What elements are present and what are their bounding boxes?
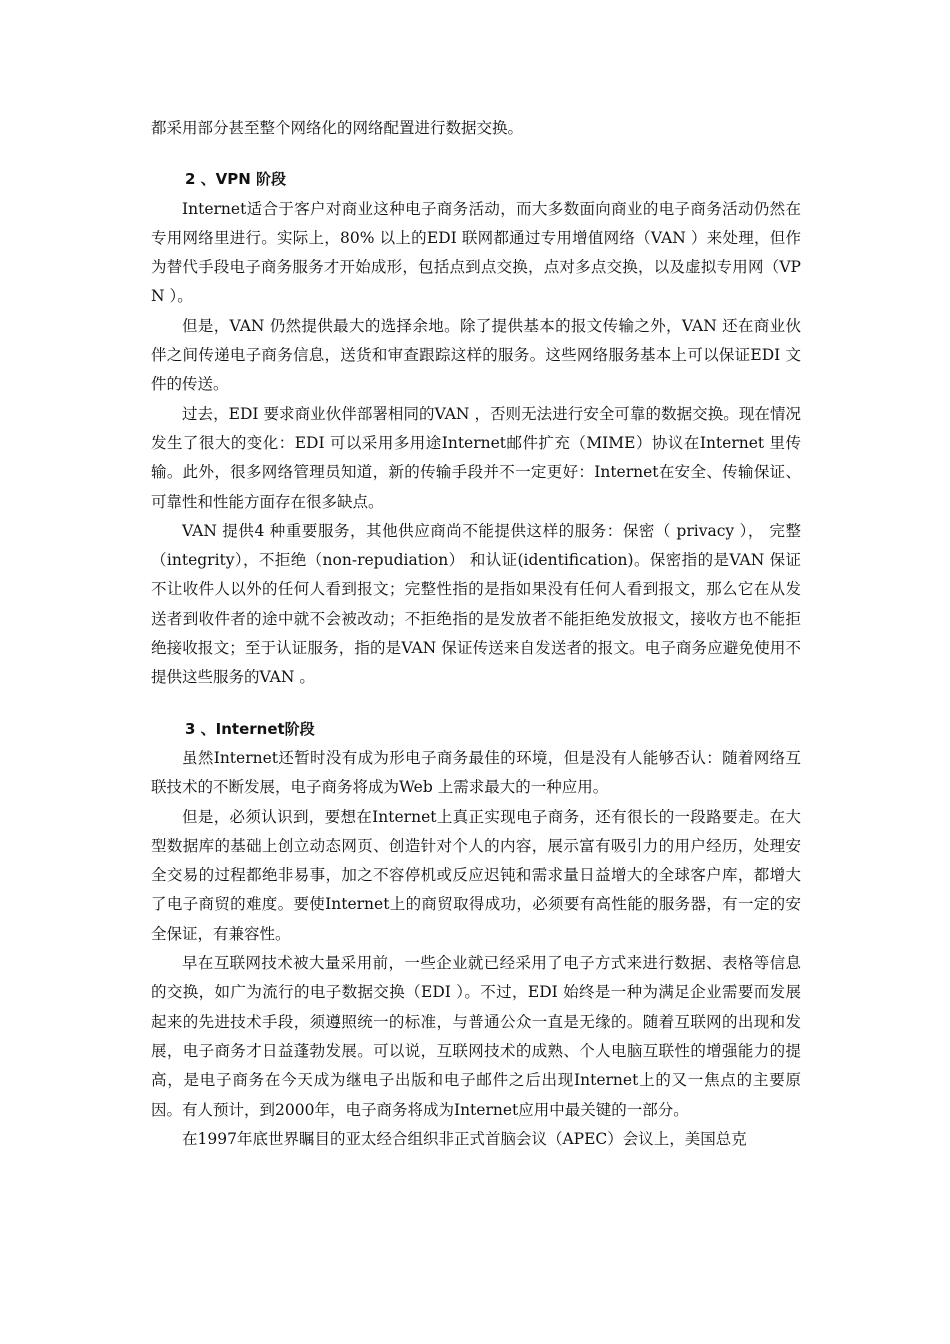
body-paragraph: 但是，VAN 仍然提供最大的选择余地。除了提供基本的报文传输之外，VAN 还在商业伙伴之间传递电子商务信息，送货和审查跟踪这样的服务。这些网络服务基本上可以保证EDI 文件的传送。 (151, 316, 801, 394)
section-heading-internet: 3 、Internet阶段 (185, 719, 315, 738)
body-paragraph: VAN 提供4 种重要服务，其他供应商尚不能提供这样的服务：保密（ privacy ）， 完整（integrity），不拒绝（non-repudiation） 和认证(identification)。保密指的是VAN 保证不让收件人以外的任何人看到报文；完整性指的是指如果没有任何人看到报文，那么它在从发送者到收件者的途中就不会被改动；不拒绝指的是发放者不能拒绝发放报文，接收方也不能拒绝接收报文；至于认证服务，指的是VAN 保证传送来自发送者的报文。电子商务应避免使用不提供这些服务的VAN 。 (151, 521, 801, 687)
body-paragraph: 过去，EDI 要求商业伙伴部署相同的VAN ，否则无法进行安全可靠的数据交换。现在情况发生了很大的变化：EDI 可以采用多用途Internet邮件扩充（MIME）协议在Internet 里传输。此外，很多网络管理员知道，新的传输手段并不一定更好：Internet在安全、传输保证、可靠性和性能方面存在很多缺点。 (151, 404, 801, 511)
body-paragraph: 虽然Internet还暂时没有成为形电子商务最佳的环境，但是没有人能够否认：随着网络互联技术的不断发展，电子商务将成为Web 上需求最大的一种应用。 (151, 748, 801, 797)
body-paragraph: 早在互联网技术被大量采用前，一些企业就已经采用了电子方式来进行数据、表格等信息的交换，如广为流行的电子数据交换（EDI ）。不过，EDI 始终是一种为满足企业需要而发展起来的先进技术手段，须遵照统一的标准，与普通公众一直是无缘的。随着互联网的出现和发展，电子商务才日益蓬勃发展。可以说，互联网技术的成熟、个人电脑互联性的增强能力的提高，是电子商务在今天成为继电子出版和电子邮件之后出现Internet上的又一焦点的主要原因。有人预计，到2000年，电子商务将成为Internet应用中最关键的一部分。 (151, 954, 801, 1119)
section-heading-vpn: 2 、VPN 阶段 (185, 170, 287, 189)
continuation-paragraph: 都采用部分甚至整个网络化的网络配置进行数据交换。 (151, 119, 524, 137)
body-paragraph: 在1997年底世界瞩目的亚太经合组织非正式首脑会议（APEC）会议上，美国总克 (182, 1129, 747, 1148)
body-paragraph: 但是，必须认识到，要想在Internet上真正实现电子商务，还有很长的一段路要走。在大型数据库的基础上创立动态网页、创造针对个人的内容，展示富有吸引力的用户经历，处理安全交易的过程都绝非易事，加之不容停机或反应迟钝和需求量日益增大的全球客户库，都增大了电子商贸的难度。要使Internet上的商贸取得成功，必须要有高性能的服务器，有一定的安全保证，有兼容性。 (151, 807, 801, 943)
document-body (151, 114, 801, 1154)
body-paragraph: Internet适合于客户对商业这种电子商务活动，而大多数面向商业的电子商务活动仍然在专用网络里进行。实际上，80% 以上的EDI 联网都通过专用增值网络（VAN ）来处理，但作为替代手段电子商务服务才开始成形，包括点到点交换，点对多点交换，以及虚拟专用网（VPN ）。 (151, 199, 801, 306)
